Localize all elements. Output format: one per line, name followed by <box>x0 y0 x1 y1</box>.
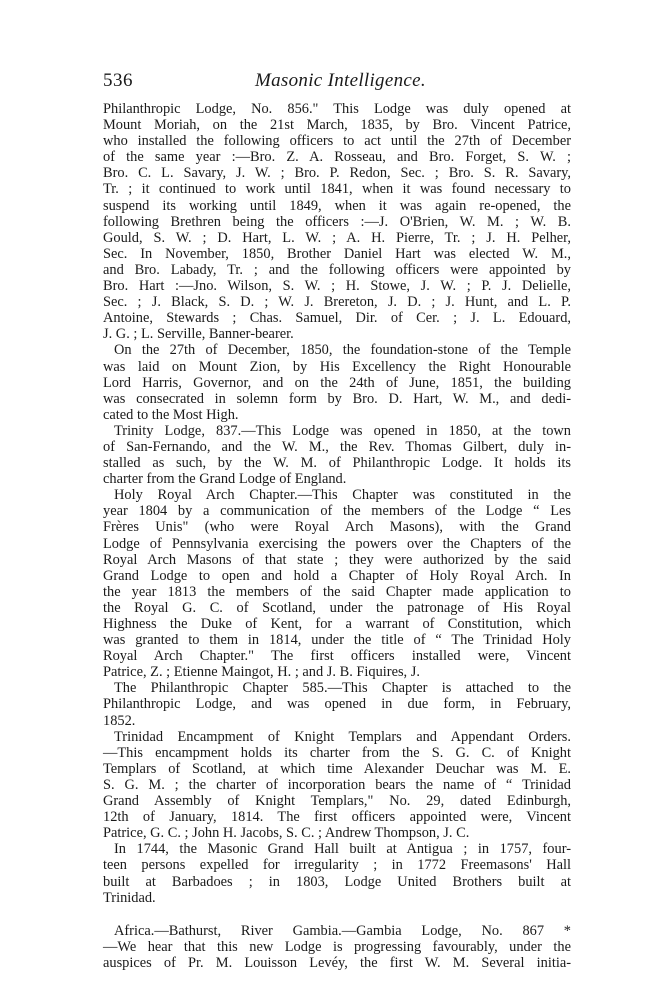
text-line: Sec. In November, 1850, Brother Daniel Hart was elected W. M., <box>103 245 571 262</box>
text-line: Trinity Lodge, 837.—This Lodge was opened in 1850, at the town <box>114 422 571 439</box>
text-line: Bro. C. L. Savary, J. W. ; Bro. P. Redon, Sec. ; Bro. S. R. Savary, <box>103 165 571 182</box>
text-line: On the 27th of December, 1850, the foundation-stone of the Temple <box>114 342 571 359</box>
text-line: The Philanthropic Chapter 585.—This Chapter is attached to the <box>114 680 571 697</box>
text-line: Mount Moriah, on the 21st March, 1835, by Bro. Vincent Patrice, <box>103 117 571 134</box>
text-line: Frères Unis" (who were Royal Arch Masons), with the Grand <box>103 519 571 536</box>
text-line: Trinidad Encampment of Knight Templars and Appendant Orders. <box>114 728 571 745</box>
text-line: was laid on Mount Zion, by His Excellency the Right Honourable <box>103 358 571 375</box>
body-text <box>103 101 571 971</box>
page-number: 536 <box>103 70 133 91</box>
text-line: cated to the Most High. <box>103 406 239 423</box>
text-line: Sec. ; J. Black, S. D. ; W. J. Brereton, J. D. ; J. Hunt, and L. P. <box>103 294 571 311</box>
text-line: the year 1813 the members of the said Chapter made application to <box>103 583 571 600</box>
text-line: was consecrated in solemn form by Bro. D. Hart, W. M., and dedi- <box>103 390 571 407</box>
text-line: Africa.—Bathurst, River Gambia.—Gambia Lodge, No. 867 * <box>114 922 571 939</box>
text-line: Lord Harris, Governor, and on the 24th of June, 1851, the building <box>103 374 571 391</box>
text-line: teen persons expelled for irregularity ; in 1772 Freemasons' Hall <box>103 857 571 874</box>
text-line: Royal Arch Masons of that state ; they were authorized by the said <box>103 551 571 568</box>
text-line: Patrice, G. C. ; John H. Jacobs, S. C. ; Andrew Thompson, J. C. <box>103 825 470 842</box>
text-line: Patrice, Z. ; Etienne Maingot, H. ; and J. B. Fiquires, J. <box>103 664 420 681</box>
text-line: —This encampment holds its charter from the S. G. C. of Knight <box>103 744 571 761</box>
text-line: built at Barbadoes ; in 1803, Lodge United Brothers built at <box>103 873 571 890</box>
text-line: In 1744, the Masonic Grand Hall built at Antigua ; in 1757, four- <box>114 841 571 858</box>
text-line: was granted to them in 1814, under the title of “ The Trinidad Holy <box>103 632 571 649</box>
text-line: Grand Lodge to open and hold a Chapter of Holy Royal Arch. In <box>103 567 571 584</box>
text-line: Bro. Hart :—Jno. Wilson, S. W. ; H. Stowe, J. W. ; P. J. Delielle, <box>103 278 571 295</box>
text-line: auspices of Pr. M. Louisson Levéy, the first W. M. Several initia- <box>103 954 571 971</box>
text-line: following Brethren being the officers :—J. O'Brien, W. M. ; W. B. <box>103 213 571 230</box>
text-line: suspend its working until 1849, when it was again re-opened, the <box>103 197 571 214</box>
text-line: J. G. ; L. Serville, Banner-bearer. <box>103 326 294 343</box>
text-line: 1852. <box>103 712 136 729</box>
text-line: Royal Arch Chapter." The first officers installed were, Vincent <box>103 648 571 665</box>
text-line: Trinidad. <box>103 889 156 906</box>
text-line: Antoine, Stewards ; Chas. Samuel, Dir. of Cer. ; J. L. Edouard, <box>103 310 571 327</box>
text-line: Philanthropic Lodge, and was opened in due form, in February, <box>103 696 571 713</box>
text-line: charter from the Grand Lodge of England. <box>103 471 347 488</box>
text-line: Tr. ; it continued to work until 1841, when it was found necessary to <box>103 181 571 198</box>
text-line: and Bro. Labady, Tr. ; and the following officers were appointed by <box>103 261 571 278</box>
text-line: Highness the Duke of Kent, for a warrant of Constitution, which <box>103 616 571 632</box>
text-line: Philanthropic Lodge, No. 856." This Lodge was duly opened at <box>103 101 571 117</box>
text-line: —We hear that this new Lodge is progressing favourably, under the <box>103 938 571 955</box>
page-header <box>103 70 571 96</box>
running-title: Masonic Intelligence. <box>255 70 426 91</box>
paragraph-gap <box>103 906 571 923</box>
text-line: Gould, S. W. ; D. Hart, L. W. ; A. H. Pierre, Tr. ; J. H. Pelher, <box>103 229 571 246</box>
text-line: 12th of January, 1814. The first officers appointed were, Vincent <box>103 809 571 826</box>
text-line: who installed the following officers to act until the 27th of December <box>103 133 571 150</box>
text-line: Holy Royal Arch Chapter.—This Chapter was constituted in the <box>114 487 571 504</box>
text-line: Lodge of Pennsylvania exercising the powers over the Chapters of the <box>103 535 571 552</box>
text-line: of San-Fernando, and the W. M., the Rev. Thomas Gilbert, duly in- <box>103 438 571 455</box>
text-line: the Royal G. C. of Scotland, under the patronage of His Royal <box>103 599 571 616</box>
text-line: stalled as such, by the W. M. of Philanthropic Lodge. It holds its <box>103 455 571 472</box>
text-line: Templars of Scotland, at which time Alexander Deuchar was M. E. <box>103 760 571 777</box>
text-line: S. G. M. ; the charter of incorporation bears the name of “ Trinidad <box>103 776 571 793</box>
text-line: Grand Assembly of Knight Templars," No. 29, dated Edinburgh, <box>103 793 571 810</box>
text-line: year 1804 by a communication of the members of the Lodge “ Les <box>103 503 571 520</box>
text-line: of the same year :—Bro. Z. A. Rosseau, and Bro. Forget, S. W. ; <box>103 149 571 166</box>
